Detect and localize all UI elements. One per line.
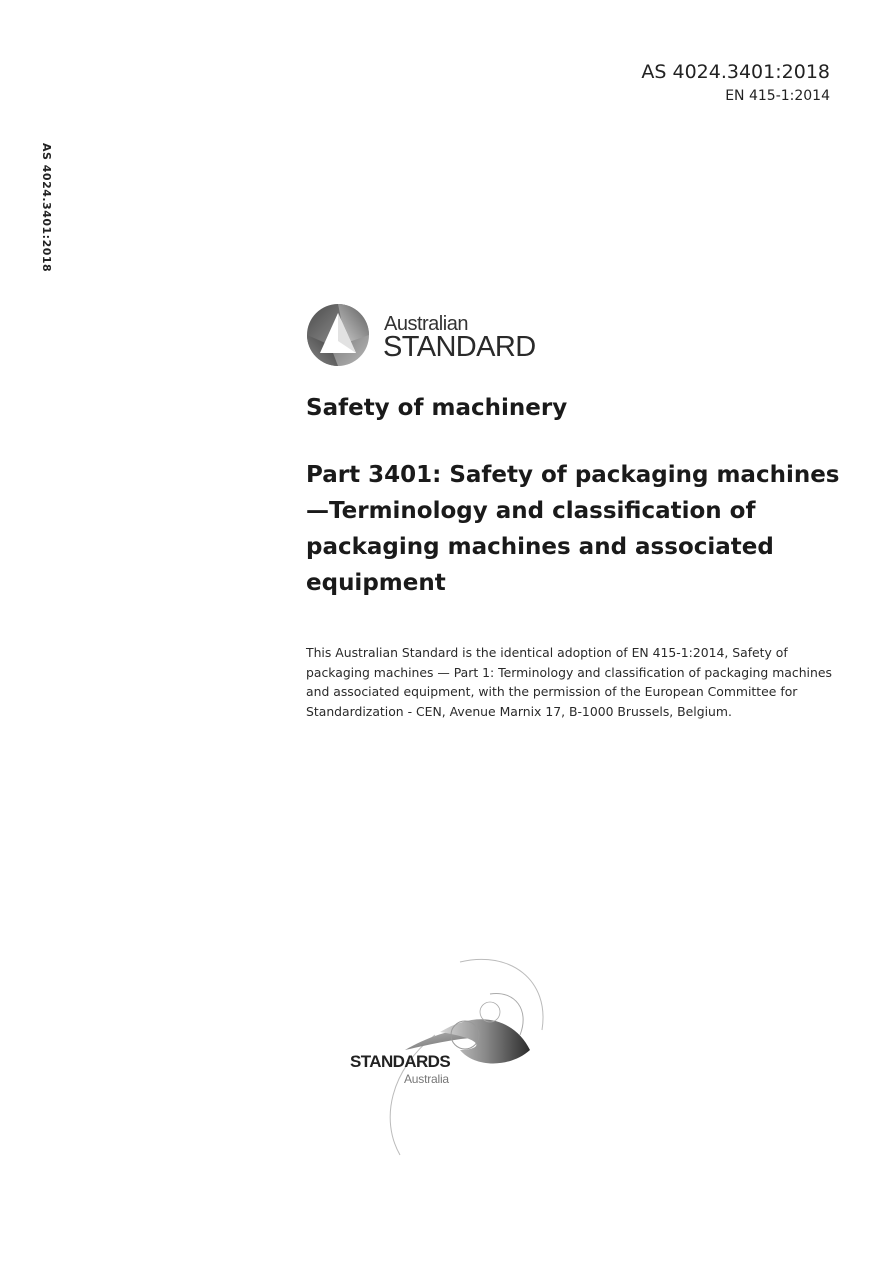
triangle-emblem-icon <box>306 303 370 367</box>
series-title: Safety of machinery <box>306 395 568 421</box>
logo-text-standards: STANDARDS <box>350 1052 451 1071</box>
spine-label: AS 4024.3401:2018 <box>40 143 53 273</box>
standard-number: AS 4024.3401:2018 <box>641 61 830 83</box>
australian-standard-logo <box>306 303 546 369</box>
logo-text-australia: Australia <box>404 1072 449 1086</box>
standards-australia-logo <box>340 950 560 1160</box>
adoption-statement: This Australian Standard is the identical adoption of EN 415-1:2014, Safety of packaging machines — Part 1: Terminology and classification of packaging machines and associated equipment, with the permission of the European Committee for Standardization - CEN, Avenue Marnix 17, B-1000 Brussels, Belgium. <box>306 645 832 719</box>
logo-text-australian: Australian <box>384 313 468 335</box>
logo-text-standard: STANDARD <box>383 331 536 363</box>
part-title: Part 3401: Safety of packaging machines—Terminology and classification of packaging machines and associated equipment <box>306 462 840 596</box>
en-number: EN 415-1:2014 <box>725 88 830 104</box>
